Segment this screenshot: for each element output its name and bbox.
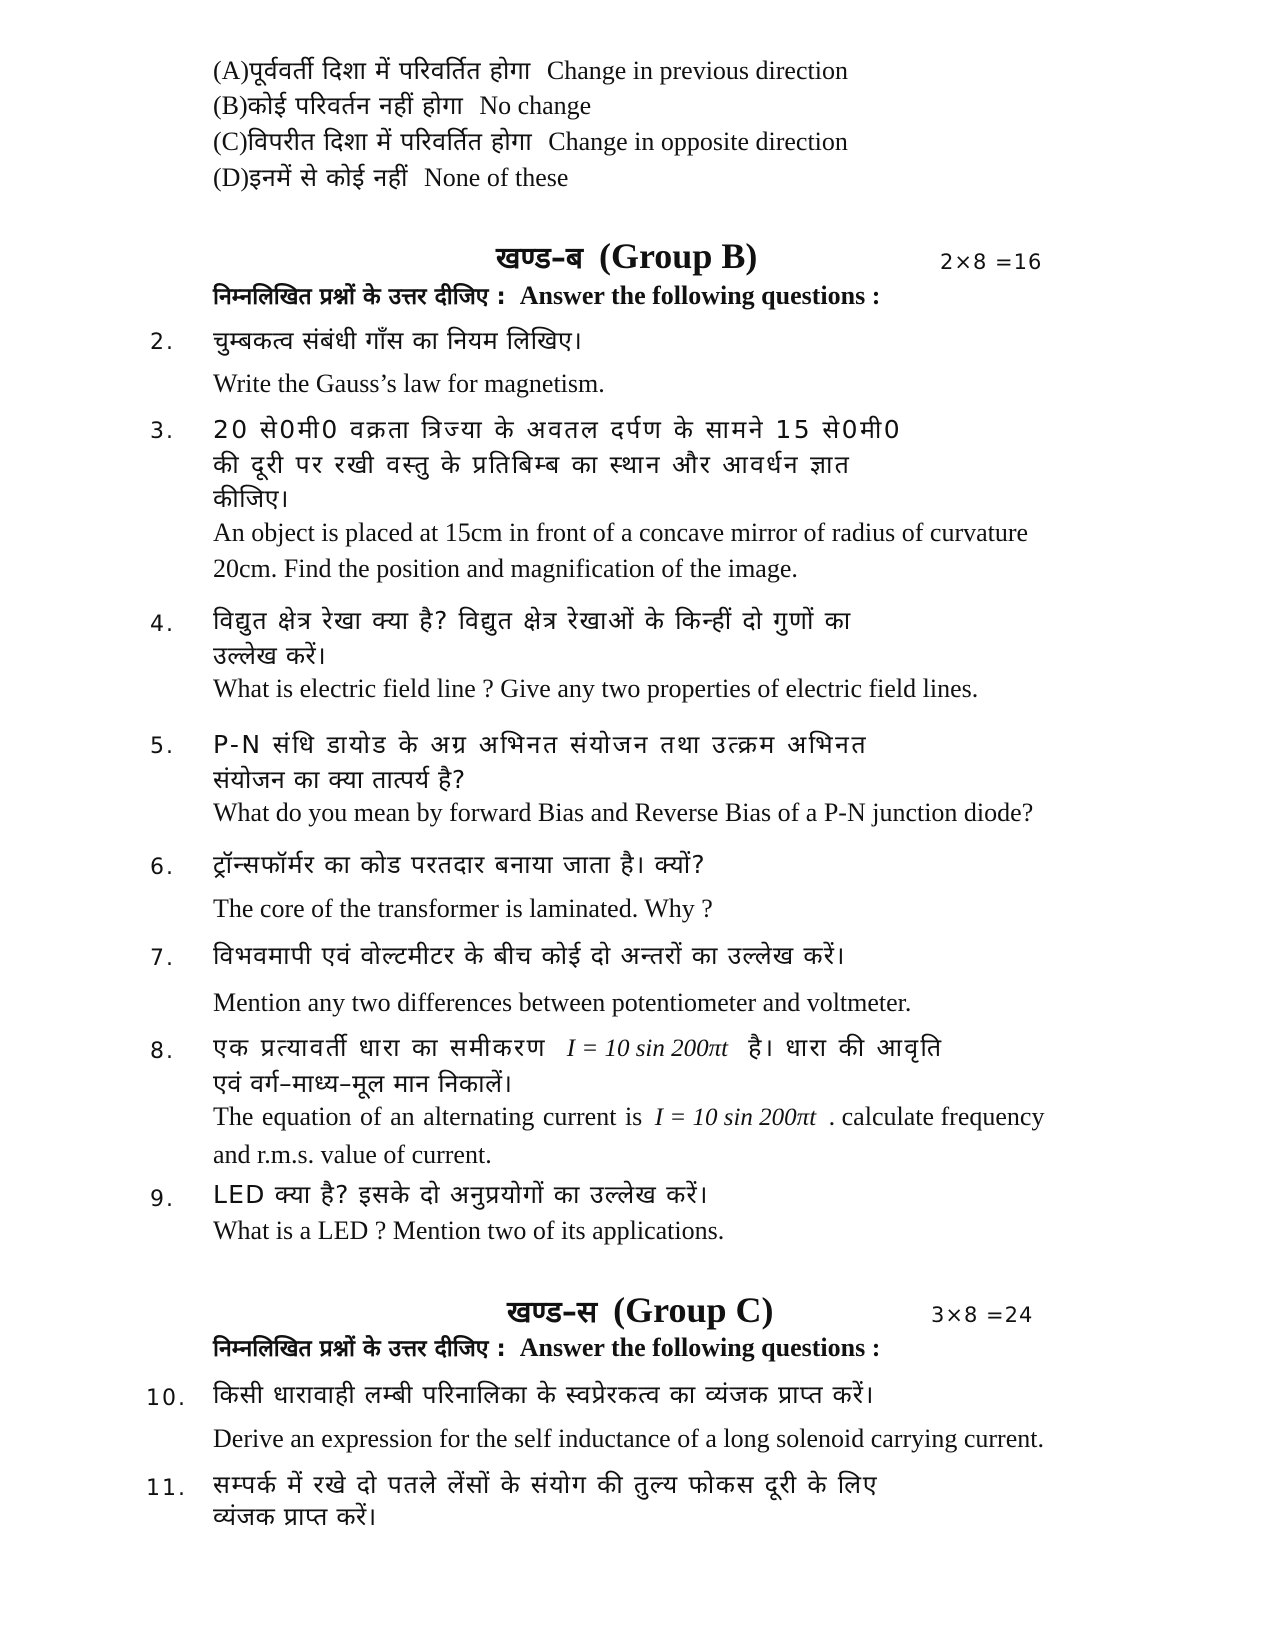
q3-english-line-1: An object is placed at 15cm in front of a concave mirror of radius of curvature xyxy=(213,518,1029,547)
option-d xyxy=(213,165,568,191)
q10-hindi: किसी धारावाही लम्बी परिनालिका के स्वप्रेरकत्व का व्यंजक प्राप्त करें। xyxy=(213,1380,875,1409)
question-number: 4. xyxy=(150,612,175,637)
option-label: (A) xyxy=(213,56,250,85)
group-b-title-hindi: खण्ड–ब xyxy=(496,241,583,276)
q8-english-line-2: and r.m.s. value of current. xyxy=(213,1140,492,1169)
option-hindi: कोई परिवर्तन नहीं होगा xyxy=(247,91,464,120)
group-b-title-english: (Group B) xyxy=(598,236,758,276)
q5-english: What do you mean by forward Bias and Reverse Bias of a P-N junction diode? xyxy=(213,798,1034,827)
option-hindi: विपरीत दिशा में परिवर्तित होगा xyxy=(247,127,533,156)
q3-hindi-text: 20 से0मी0 वक्रता त्रिज्या के अवतल दर्पण के सामने 15 से0मी0 xyxy=(213,415,903,444)
group-c-instruction-english: Answer the following questions : xyxy=(519,1333,881,1362)
q3-hindi-line-2: की दूरी पर रखी वस्तु के प्रतिबिम्ब का स्थान और आवर्धन ज्ञात xyxy=(213,450,852,479)
question-number: 2. xyxy=(150,330,175,355)
question-number: 8. xyxy=(150,1039,175,1064)
group-b-title xyxy=(496,238,757,274)
group-b-instruction xyxy=(213,283,880,309)
q8-equation: I = 10 sin 200πt xyxy=(566,1035,729,1062)
option-hindi: पूर्ववर्ती दिशा में परिवर्तित होगा xyxy=(249,56,531,85)
q8-hindi-line-2: एवं वर्ग–माध्य–मूल मान निकालें। xyxy=(213,1069,513,1098)
q8-hindi-text: है। धारा की आवृति xyxy=(748,1033,944,1062)
q4-hindi-line-1: विद्युत क्षेत्र रेखा क्या है? विद्युत क्षेत्र रेखाओं के किन्हीं दो गुणों का xyxy=(213,606,852,635)
question-number: 9. xyxy=(150,1187,175,1212)
group-c-title-english: (Group C) xyxy=(613,1290,774,1330)
option-a xyxy=(213,58,848,84)
q8-english-line-1 xyxy=(213,1104,1044,1130)
q8-equation: I = 10 sin 200πt xyxy=(654,1104,817,1131)
q9-hindi-text: LED क्या है? इसके दो अनुप्रयोगों का उल्लेख करें। xyxy=(213,1180,709,1209)
q8-english-text: . calculate frequency xyxy=(828,1102,1045,1131)
q4-english: What is electric field line ? Give any two properties of electric field lines. xyxy=(213,674,979,703)
q5-hindi-line-2: संयोजन का क्या तात्पर्य है? xyxy=(213,765,466,794)
q8-hindi-text: एक प्रत्यावर्ती धारा का समीकरण xyxy=(213,1033,547,1062)
question-number: 7. xyxy=(150,946,175,971)
q7-hindi: विभवमापी एवं वोल्टमीटर के बीच कोई दो अन्तरों का उल्लेख करें। xyxy=(213,941,846,970)
option-label: (B) xyxy=(213,91,248,120)
q6-english: The core of the transformer is laminated. Why ? xyxy=(213,894,713,923)
q8-hindi-line-1 xyxy=(213,1035,943,1061)
question-number: 6. xyxy=(150,855,175,880)
group-c-instruction xyxy=(213,1335,880,1361)
q4-hindi-line-2: उल्लेख करें। xyxy=(213,641,327,670)
question-number: 10. xyxy=(146,1386,187,1411)
q3-english-line-2: 20cm. Find the position and magnification of the image. xyxy=(213,554,798,583)
q3-hindi-line-1 xyxy=(213,417,1081,442)
q6-hindi: ट्रॉन्सफॉर्मर का कोड परतदार बनाया जाता है। क्यों? xyxy=(213,850,706,879)
question-number: 3. xyxy=(150,419,175,444)
group-c-marks: 3×8 =24 xyxy=(931,1303,1034,1327)
q10-english: Derive an expression for the self inductance of a long solenoid carrying current. xyxy=(213,1424,1044,1453)
question-number: 11. xyxy=(146,1476,187,1501)
q8-english-text: The equation of an alternating current is xyxy=(213,1102,643,1131)
question-number: 5. xyxy=(150,734,175,759)
option-b xyxy=(213,93,591,119)
q2-english: Write the Gauss’s law for magnetism. xyxy=(213,369,605,398)
option-label: (C) xyxy=(213,127,248,156)
group-c-title-hindi: खण्ड–स xyxy=(507,1295,598,1330)
option-english: No change xyxy=(479,91,592,120)
group-c-title xyxy=(507,1292,773,1328)
q5-hindi-line-1: P-N संधि डायोड के अग्र अभिनत संयोजन तथा उत्क्रम अभिनत xyxy=(213,730,868,759)
group-b-instruction-english: Answer the following questions : xyxy=(519,281,881,310)
option-english: None of these xyxy=(424,163,569,192)
q11-hindi-line-2: व्यंजक प्राप्त करें। xyxy=(213,1502,377,1531)
q2-hindi: चुम्बकत्व संबंधी गाँस का नियम लिखिए। xyxy=(213,326,583,355)
option-c xyxy=(213,129,848,155)
q9-english: What is a LED ? Mention two of its applications. xyxy=(213,1216,725,1245)
option-english: Change in opposite direction xyxy=(548,127,848,156)
group-c-instruction-hindi: निम्नलिखित प्रश्नों के उत्तर दीजिए : xyxy=(213,1336,506,1362)
q9-hindi xyxy=(213,1182,709,1207)
option-hindi: इनमें से कोई नहीं xyxy=(249,163,409,192)
q7-english: Mention any two differences between potentiometer and voltmeter. xyxy=(213,988,912,1017)
q3-hindi-line-3: कीजिए। xyxy=(213,484,290,513)
q11-hindi-line-1: सम्पर्क में रखे दो पतले लेंसों के संयोग की तुल्य फोकस दूरी के लिए xyxy=(213,1470,879,1499)
group-b-instruction-hindi: निम्नलिखित प्रश्नों के उत्तर दीजिए : xyxy=(213,284,506,310)
option-english: Change in previous direction xyxy=(546,56,848,85)
option-label: (D) xyxy=(213,163,250,192)
group-b-marks: 2×8 =16 xyxy=(940,250,1043,274)
